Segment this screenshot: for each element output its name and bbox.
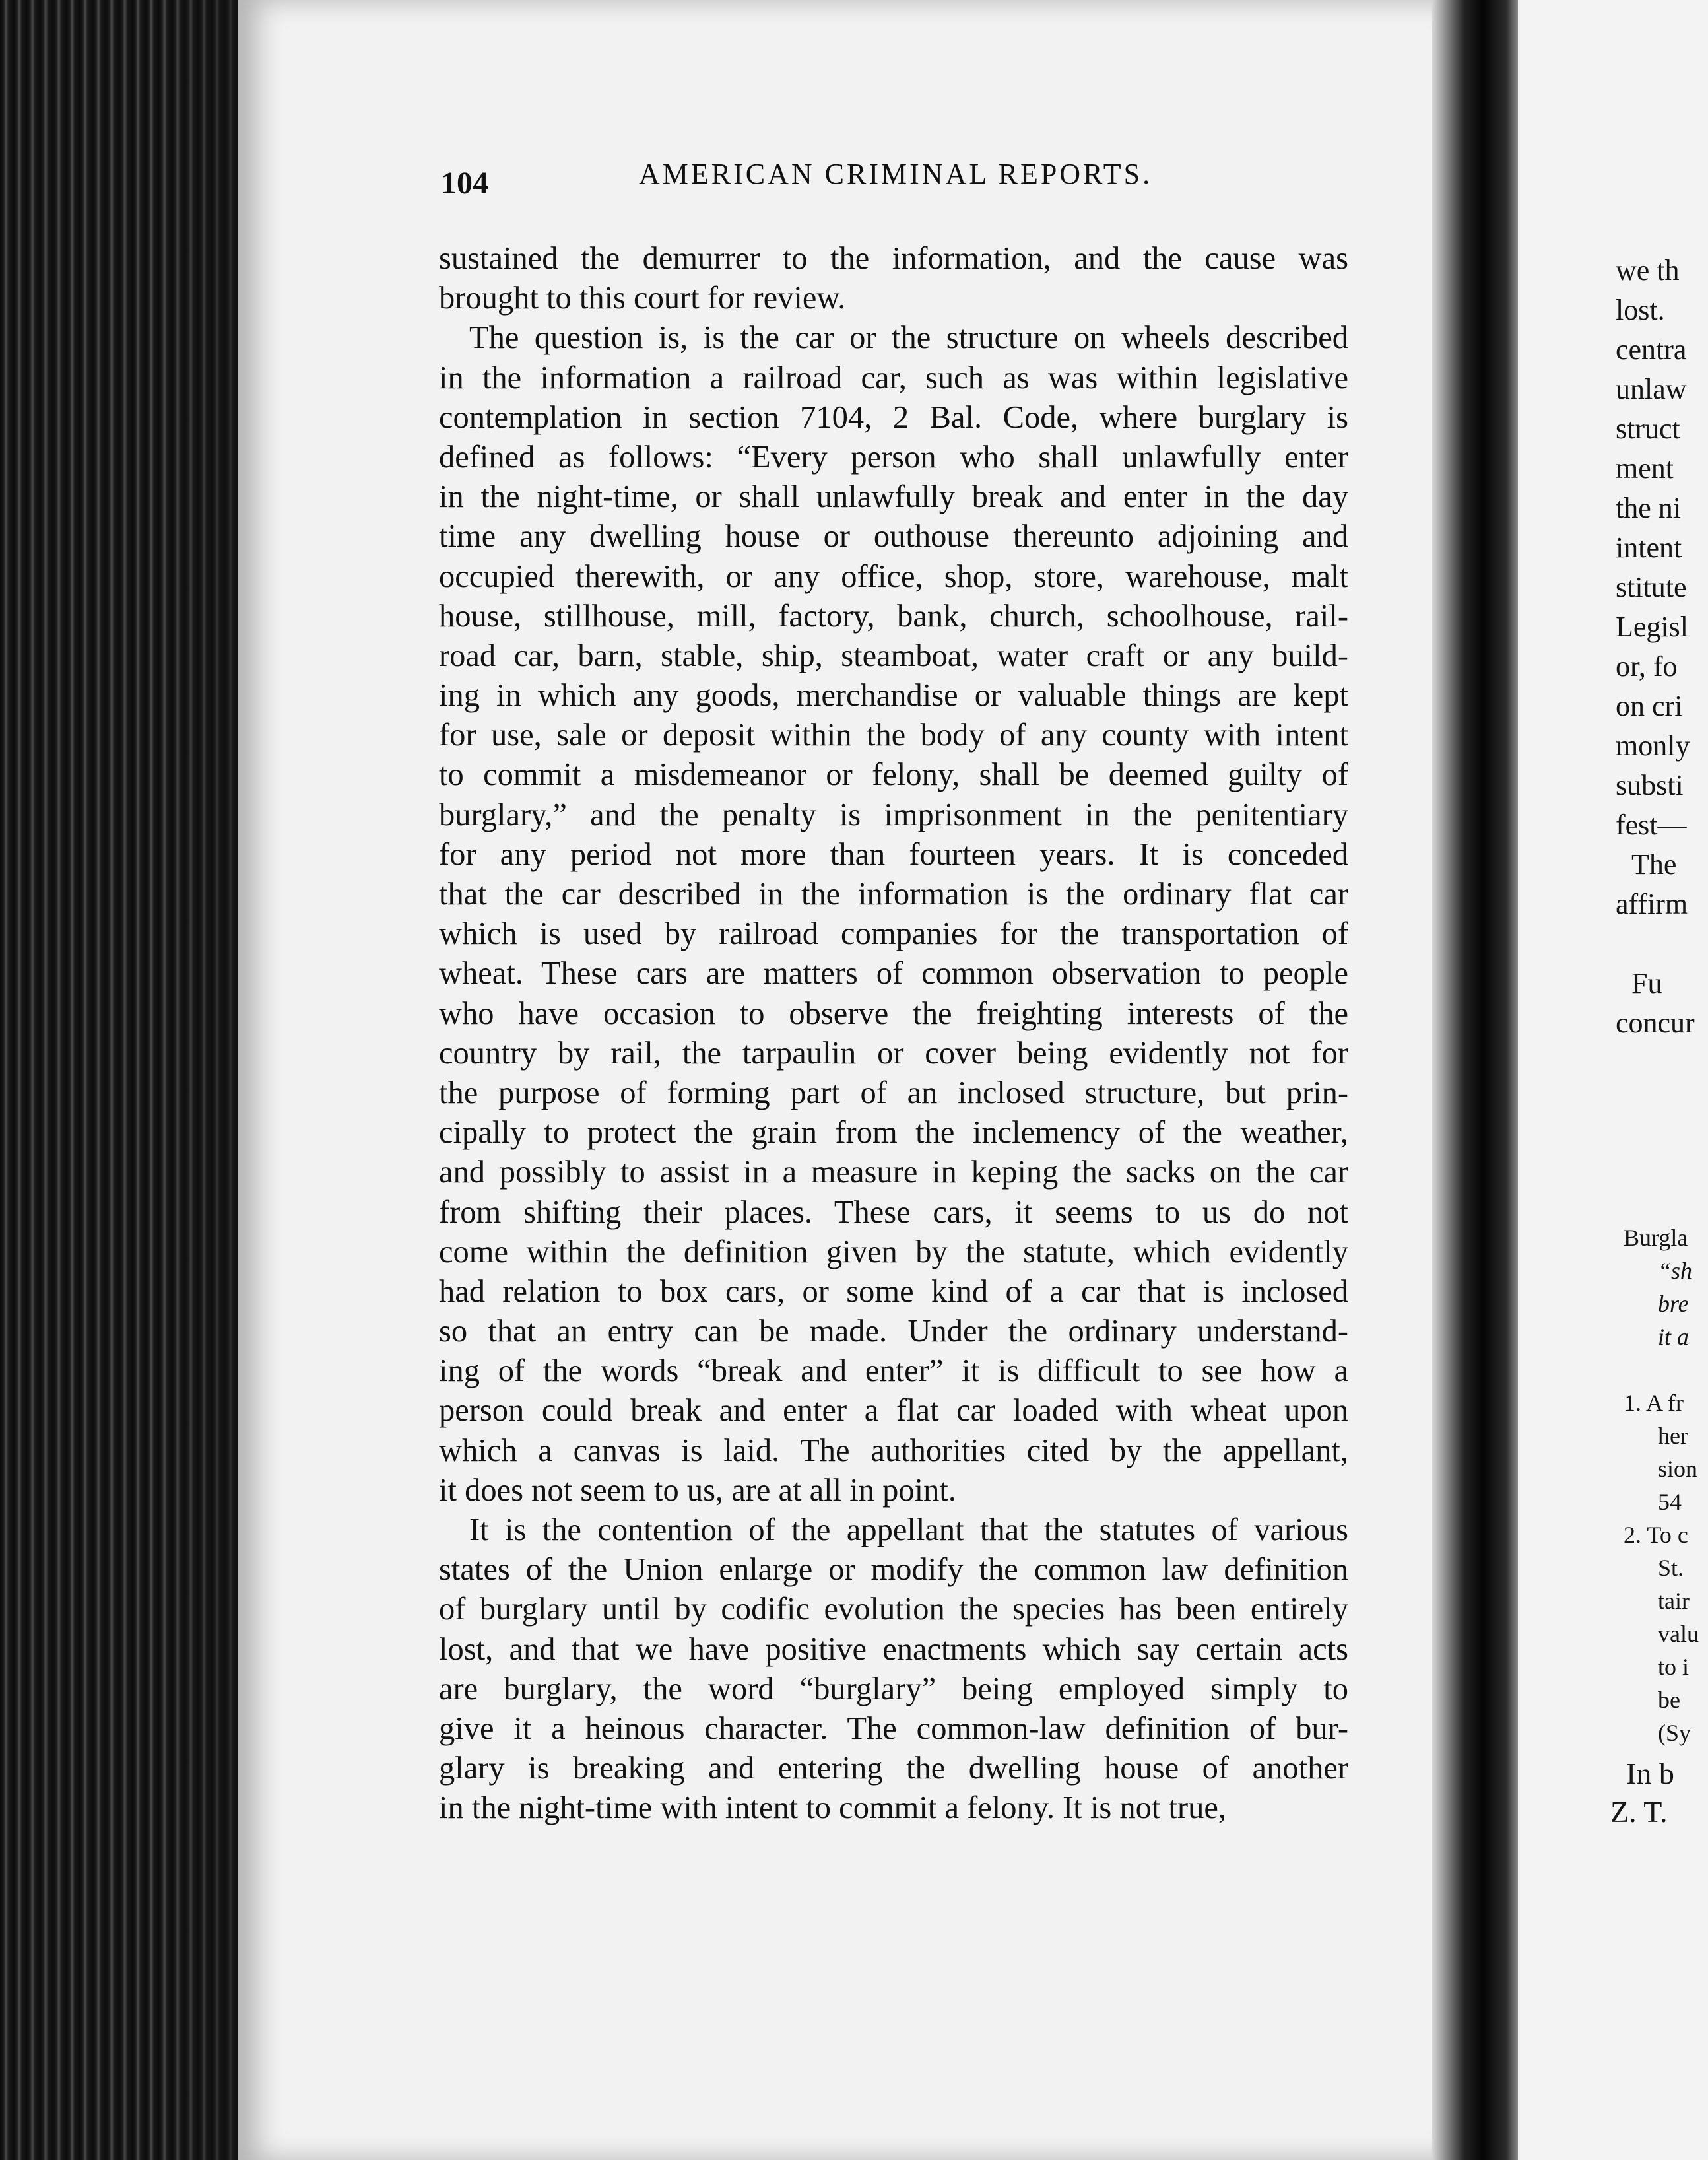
- text-line: burglary,” and the penalty is imprisonment in the penitentiary: [439, 797, 1348, 832]
- text-line: for use, sale or deposit within the body of any county with intent: [439, 718, 1348, 753]
- text-line: are burglary, the word “burglary” being employed simply to: [439, 1671, 1348, 1706]
- text-line: and possibly to assist in a measure in keping the sacks on the car: [439, 1155, 1348, 1190]
- text-line: the purpose of forming part of an inclosed structure, but prin-: [439, 1075, 1348, 1110]
- right-page-line: 2. To c: [1624, 1522, 1688, 1548]
- text-line: ing of the words “break and enter” it is difficult to see how a: [439, 1353, 1348, 1389]
- right-page-line: unlaw: [1616, 373, 1687, 405]
- text-line: which a canvas is laid. The authorities cited by the appellant,: [439, 1433, 1348, 1468]
- right-page-line: stitute: [1616, 571, 1687, 603]
- text-line: from shifting their places. These cars, it seems to us do not: [439, 1194, 1348, 1230]
- right-page-line: her: [1658, 1423, 1688, 1449]
- text-line: states of the Union enlarge or modify the common law definition: [439, 1552, 1348, 1588]
- right-page-line: it a: [1658, 1324, 1690, 1350]
- body-text: [439, 239, 1348, 1829]
- book-gutter: [1432, 0, 1525, 2160]
- right-page-line: 54: [1658, 1489, 1682, 1515]
- text-line: contemplation in section 7104, 2 Bal. Code, where burglary is: [439, 399, 1348, 435]
- text-line: lost, and that we have positive enactments which say certain acts: [439, 1631, 1348, 1667]
- right-page-line: centra: [1616, 333, 1687, 366]
- text-line: come within the definition given by the statute, which evidently: [439, 1234, 1348, 1269]
- right-page-line: [1616, 924, 1708, 964]
- right-page-line: [1624, 1353, 1708, 1386]
- text-line: The question is, is the car or the structure on wheels described: [469, 320, 1348, 356]
- right-page-line: “sh: [1658, 1258, 1693, 1284]
- right-page-line: ment: [1616, 452, 1674, 485]
- right-page-line: fest—: [1616, 809, 1687, 841]
- right-page-line: affirm: [1616, 888, 1688, 920]
- right-page-line: Fu: [1631, 967, 1662, 999]
- right-page-line: be: [1658, 1687, 1680, 1713]
- right-page-footer-text: [1610, 1755, 1708, 1831]
- text-line: time any dwelling house or outhouse thereunto adjoining and: [439, 519, 1348, 555]
- text-line: for any period not more than fourteen years. It is conceded: [439, 836, 1348, 872]
- right-page-text: [1616, 251, 1708, 1043]
- text-line: it does not seem to us, are at all in point.: [439, 1472, 956, 1508]
- text-line: ing in which any goods, merchandise or valuable things are kept: [439, 678, 1348, 714]
- text-line: which is used by railroad companies for the transportation of: [439, 916, 1348, 952]
- text-line: defined as follows: “Every person who shall unlawfully enter: [439, 439, 1348, 475]
- text-line: occupied therewith, or any office, shop, store, warehouse, malt: [439, 558, 1348, 594]
- right-page-line: substi: [1616, 769, 1684, 801]
- right-page-line: The: [1631, 848, 1677, 881]
- text-line: so that an entry can be made. Under the ordinary understand-: [439, 1314, 1348, 1349]
- right-page-line: Legisl: [1616, 611, 1688, 643]
- page-number: 104: [441, 166, 488, 201]
- right-page-headnote: [1624, 1221, 1708, 1749]
- text-line: of burglary until by codific evolution the species has been entirely: [439, 1592, 1348, 1627]
- text-line: to commit a misdemeanor or felony, shall be deemed guilty of: [439, 757, 1348, 793]
- right-page-line: In b: [1626, 1757, 1674, 1790]
- text-line: house, stillhouse, mill, factory, bank, church, schoolhouse, rail-: [439, 598, 1348, 634]
- text-line: who have occasion to observe the freighting interests of the: [439, 996, 1348, 1031]
- running-title: AMERICAN CRIMINAL REPORTS.: [639, 158, 1153, 190]
- text-line: in the night-time, or shall unlawfully break and enter in the day: [439, 479, 1348, 515]
- right-page-line: bre: [1658, 1291, 1689, 1317]
- right-page-line: Burgla: [1624, 1225, 1688, 1251]
- text-line: had relation to box cars, or some kind of a car that is inclosed: [439, 1273, 1348, 1309]
- right-page-line: (Sy: [1658, 1720, 1692, 1746]
- right-page-line: concur: [1616, 1007, 1695, 1039]
- text-line: country by rail, the tarpaulin or cover being evidently not for: [439, 1035, 1348, 1071]
- text-line: that the car described in the information is the ordinary flat car: [439, 877, 1348, 912]
- text-line: wheat. These cars are matters of common observation to people: [439, 956, 1348, 992]
- text-line: sustained the demurrer to the information, and the cause was: [439, 241, 1348, 276]
- right-page-line: on cri: [1616, 690, 1683, 722]
- right-page-line: intent: [1616, 531, 1682, 564]
- right-page-line: tair: [1658, 1588, 1690, 1614]
- text-line: give it a heinous character. The common-law definition of bur-: [439, 1710, 1348, 1746]
- book-page-edges: [0, 0, 244, 2160]
- right-page-line: valu: [1658, 1621, 1699, 1647]
- text-line: in the information a railroad car, such as was within legislative: [439, 360, 1348, 395]
- right-page-line: 1. A fr: [1624, 1390, 1684, 1416]
- text-line: person could break and enter a flat car loaded with wheat upon: [439, 1393, 1348, 1429]
- text-line: in the night-time with intent to commit a felony. It is not true,: [439, 1790, 1226, 1826]
- text-line: road car, barn, stable, ship, steamboat, water craft or any build-: [439, 638, 1348, 673]
- right-page-line: we th: [1616, 254, 1680, 287]
- running-head: [441, 157, 1352, 210]
- right-page-line: St.: [1658, 1555, 1684, 1581]
- text-line: glary is breaking and entering the dwelling house of another: [439, 1751, 1348, 1786]
- right-page-line: struct: [1616, 413, 1680, 445]
- text-line: cipally to protect the grain from the inclemency of the weather,: [439, 1115, 1348, 1151]
- right-page-line: to i: [1658, 1654, 1690, 1680]
- right-page-line: Z. T.: [1610, 1795, 1668, 1829]
- right-page-line: monly: [1616, 729, 1690, 762]
- text-line: It is the contention of the appellant that the statutes of various: [469, 1512, 1348, 1547]
- right-page-line: or, fo: [1616, 650, 1678, 683]
- text-line: brought to this court for review.: [439, 281, 846, 316]
- right-page-line: the ni: [1616, 492, 1681, 524]
- right-page-line: lost.: [1616, 294, 1665, 326]
- right-page-line: sion: [1658, 1456, 1698, 1482]
